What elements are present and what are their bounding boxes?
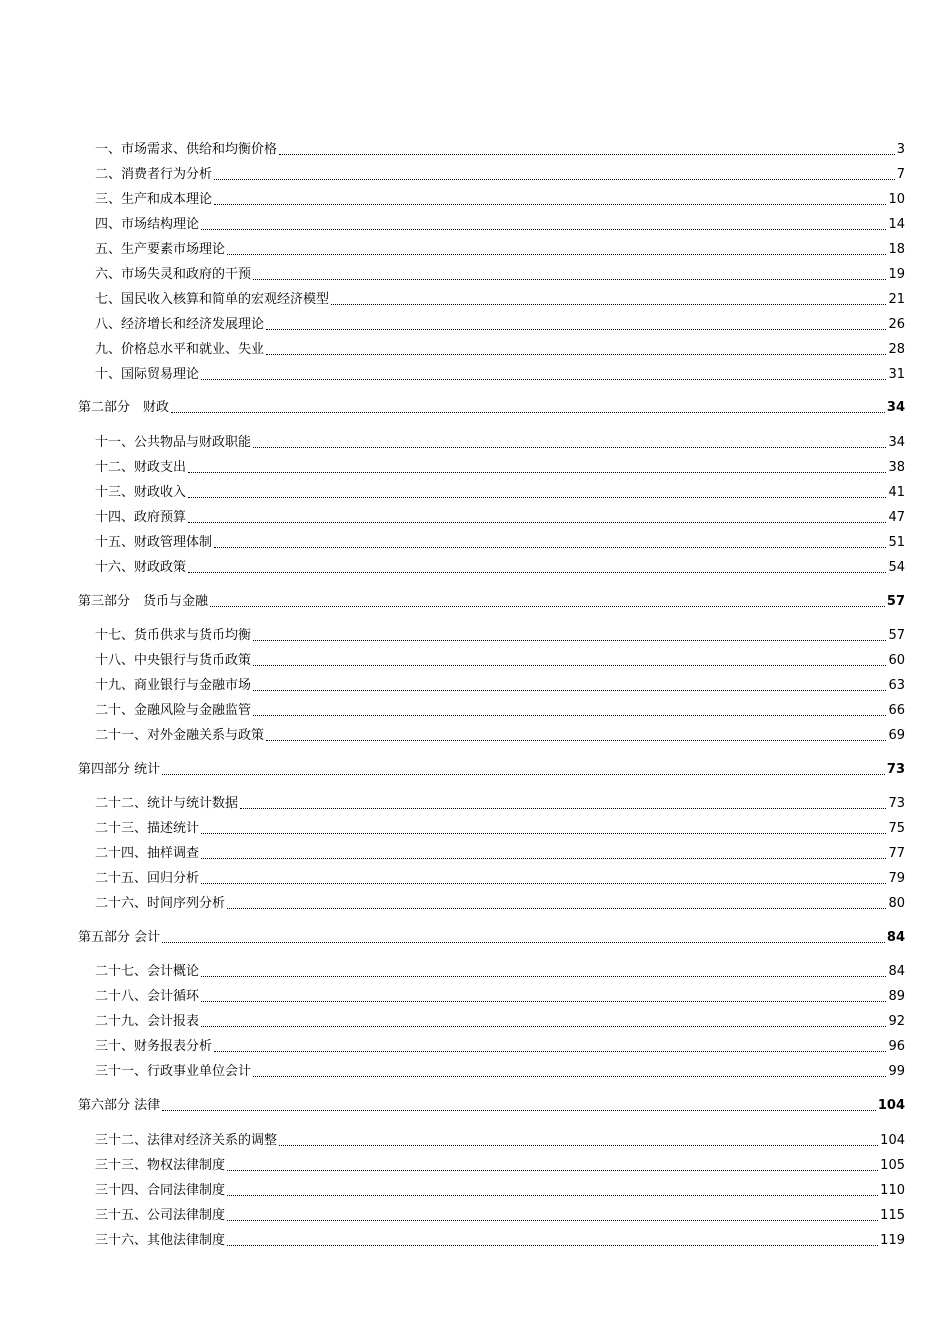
toc-entry-row[interactable] [0,892,905,912]
toc-entry-title: 第三部分 货币与金融 [78,594,209,609]
dot-leader [266,354,886,355]
toc-entry-row[interactable] [0,985,905,1005]
toc-entry-title: 十五、财政管理体制 [95,535,213,550]
dot-leader [188,497,886,498]
dot-leader [201,833,886,834]
toc-entry-row[interactable] [0,1129,905,1149]
toc-page-number: 105 [880,1158,905,1173]
dot-leader [188,472,886,473]
toc-page-number: 63 [888,678,905,693]
toc-entry-row[interactable] [0,674,905,694]
toc-entry-title: 四、市场结构理论 [95,217,200,232]
toc-entry-row[interactable] [0,188,905,208]
toc-page-number: 38 [888,460,905,475]
toc-page-number: 26 [888,317,905,332]
toc-entry-title: 二十二、统计与统计数据 [95,796,239,811]
toc-entry-row[interactable] [0,138,905,158]
toc-page-number: 54 [888,560,905,575]
toc-page-number: 99 [888,1064,905,1079]
toc-entry-row[interactable] [0,699,905,719]
dot-leader [201,976,886,977]
dot-leader [227,1195,878,1196]
toc-page-number: 34 [886,400,905,415]
toc-entry-title: 十七、货币供求与货币均衡 [95,628,252,643]
toc-entry-title: 第五部分 会计 [78,930,161,945]
dot-leader [214,179,895,180]
toc-entry-row[interactable] [0,624,905,644]
toc-entry-title: 十八、中央银行与货币政策 [95,653,252,668]
toc-page-number: 84 [888,964,905,979]
toc-entry-title: 十六、财政政策 [95,560,187,575]
toc-entry-title: 二十五、回归分析 [95,871,200,886]
dot-leader [201,883,886,884]
toc-entry-row[interactable] [0,431,905,451]
dot-leader [227,254,886,255]
toc-entry-title: 三十三、物权法律制度 [95,1158,226,1173]
dot-leader [253,715,886,716]
toc-entry-title: 二十、金融风险与金融监管 [95,703,252,718]
toc-entry-title: 二十四、抽样调查 [95,846,200,861]
toc-entry-title: 八、经济增长和经济发展理论 [95,317,265,332]
toc-entry-row[interactable] [0,1179,905,1199]
dot-leader [210,606,885,607]
toc-entry-row[interactable] [0,363,905,383]
dot-leader [201,858,886,859]
toc-entry-title: 十九、商业银行与金融市场 [95,678,252,693]
dot-leader [171,412,885,413]
toc-page-number: 47 [888,510,905,525]
dot-leader [240,808,886,809]
toc-entry-row[interactable] [0,288,905,308]
toc-entry-row[interactable] [0,1229,905,1249]
dot-leader [279,1145,878,1146]
toc-entry-title: 三十一、行政事业单位会计 [95,1064,252,1079]
dot-leader [201,229,886,230]
toc-page-number: 104 [877,1098,905,1113]
toc-page-number: 19 [888,267,905,282]
toc-page-number: 51 [888,535,905,550]
toc-page-number: 10 [888,192,905,207]
toc-entry-title: 九、价格总水平和就业、失业 [95,342,265,357]
toc-page-number: 7 [896,167,905,182]
toc-page-number: 69 [888,728,905,743]
dot-leader [214,1051,886,1052]
toc-page-number: 75 [888,821,905,836]
toc-entry-title: 二十七、会计概论 [95,964,200,979]
toc-page-number: 89 [888,989,905,1004]
toc-entry-title: 三十六、其他法律制度 [95,1233,226,1248]
toc-page-number: 119 [880,1233,905,1248]
toc-entry-title: 十四、政府预算 [95,510,187,525]
dot-leader [227,1220,878,1221]
toc-section-row[interactable] [0,1094,905,1114]
toc-section-row[interactable] [0,926,905,946]
toc-entry-title: 十、国际贸易理论 [95,367,200,382]
toc-entry-title: 六、市场失灵和政府的干预 [95,267,252,282]
toc-entry-row[interactable] [0,238,905,258]
toc-page-number: 110 [880,1183,905,1198]
dot-leader [188,572,886,573]
toc-entry-title: 二十八、会计循环 [95,989,200,1004]
dot-leader [227,1245,878,1246]
toc-entry-title: 三、生产和成本理论 [95,192,213,207]
toc-entry-row[interactable] [0,531,905,551]
toc-section-row[interactable] [0,590,905,610]
toc-entry-title: 三十四、合同法律制度 [95,1183,226,1198]
toc-page-number: 84 [886,930,905,945]
dot-leader [201,1026,886,1027]
toc-page-number: 73 [886,762,905,777]
toc-entry-row[interactable] [0,213,905,233]
dot-leader [162,942,885,943]
toc-page-number: 34 [888,435,905,450]
toc-entry-row[interactable] [0,263,905,283]
toc-entry-title: 二、消费者行为分析 [95,167,213,182]
toc-entry-title: 七、国民收入核算和简单的宏观经济模型 [95,292,330,307]
toc-entry-row[interactable] [0,556,905,576]
toc-entry-row[interactable] [0,1154,905,1174]
toc-page-number: 14 [888,217,905,232]
toc-entry-row[interactable] [0,817,905,837]
toc-entry-title: 第六部分 法律 [78,1098,161,1113]
toc-entry-row[interactable] [0,163,905,183]
toc-entry-title: 第四部分 统计 [78,762,161,777]
toc-entry-row[interactable] [0,724,905,744]
toc-entry-row[interactable] [0,649,905,669]
dot-leader [253,690,886,691]
dot-leader [253,665,886,666]
dot-leader [162,774,885,775]
dot-leader [279,154,895,155]
toc-page-number: 115 [880,1208,905,1223]
toc-page-number: 41 [888,485,905,500]
toc-entry-row[interactable] [0,481,905,501]
toc-entry-row[interactable] [0,960,905,980]
dot-leader [227,1170,878,1171]
toc-page-number: 77 [888,846,905,861]
dot-leader [266,329,886,330]
toc-entry-title: 十一、公共物品与财政职能 [95,435,252,450]
dot-leader [253,447,886,448]
toc-entry-row[interactable] [0,1035,905,1055]
dot-leader [253,279,886,280]
dot-leader [188,522,886,523]
toc-page-number: 92 [888,1014,905,1029]
toc-page-number: 57 [886,594,905,609]
dot-leader [253,640,886,641]
toc-page-number: 3 [896,142,905,157]
toc-page-number: 96 [888,1039,905,1054]
dot-leader [266,740,886,741]
dot-leader [201,1001,886,1002]
toc-entry-row[interactable] [0,338,905,358]
toc-entry-row[interactable] [0,842,905,862]
toc-entry-row[interactable] [0,792,905,812]
toc-entry-row[interactable] [0,1060,905,1080]
toc-page-number: 28 [888,342,905,357]
toc-section-row[interactable] [0,396,905,416]
toc-page-number: 31 [888,367,905,382]
toc-entry-title: 二十三、描述统计 [95,821,200,836]
toc-section-row[interactable] [0,758,905,778]
toc-entry-title: 一、市场需求、供给和均衡价格 [95,142,278,157]
toc-entry-title: 十二、财政支出 [95,460,187,475]
toc-entry-row[interactable] [0,313,905,333]
dot-leader [162,1110,876,1111]
dot-leader [214,547,886,548]
toc-entry-title: 二十九、会计报表 [95,1014,200,1029]
toc-page-number: 79 [888,871,905,886]
toc-entry-title: 三十五、公司法律制度 [95,1208,226,1223]
toc-page-number: 60 [888,653,905,668]
toc-page-number: 57 [888,628,905,643]
toc-entry-title: 二十一、对外金融关系与政策 [95,728,265,743]
toc-entry-title: 十三、财政收入 [95,485,187,500]
dot-leader [253,1076,886,1077]
toc-entry-row[interactable] [0,1204,905,1224]
dot-leader [214,204,886,205]
toc-page-number: 80 [888,896,905,911]
toc-entry-title: 二十六、时间序列分析 [95,896,226,911]
toc-entry-row[interactable] [0,456,905,476]
toc-page-number: 104 [880,1133,905,1148]
toc-entry-title: 三十、财务报表分析 [95,1039,213,1054]
toc-entry-row[interactable] [0,506,905,526]
toc-page-number: 21 [888,292,905,307]
toc-entry-title: 第二部分 财政 [78,400,170,415]
toc-page-number: 18 [888,242,905,257]
toc-entry-row[interactable] [0,867,905,887]
toc-entry-title: 五、生产要素市场理论 [95,242,226,257]
toc-entry-row[interactable] [0,1010,905,1030]
dot-leader [201,379,886,380]
toc-page-number: 66 [888,703,905,718]
toc-page-number: 73 [888,796,905,811]
toc-entry-title: 三十二、法律对经济关系的调整 [95,1133,278,1148]
dot-leader [331,304,886,305]
dot-leader [227,908,886,909]
